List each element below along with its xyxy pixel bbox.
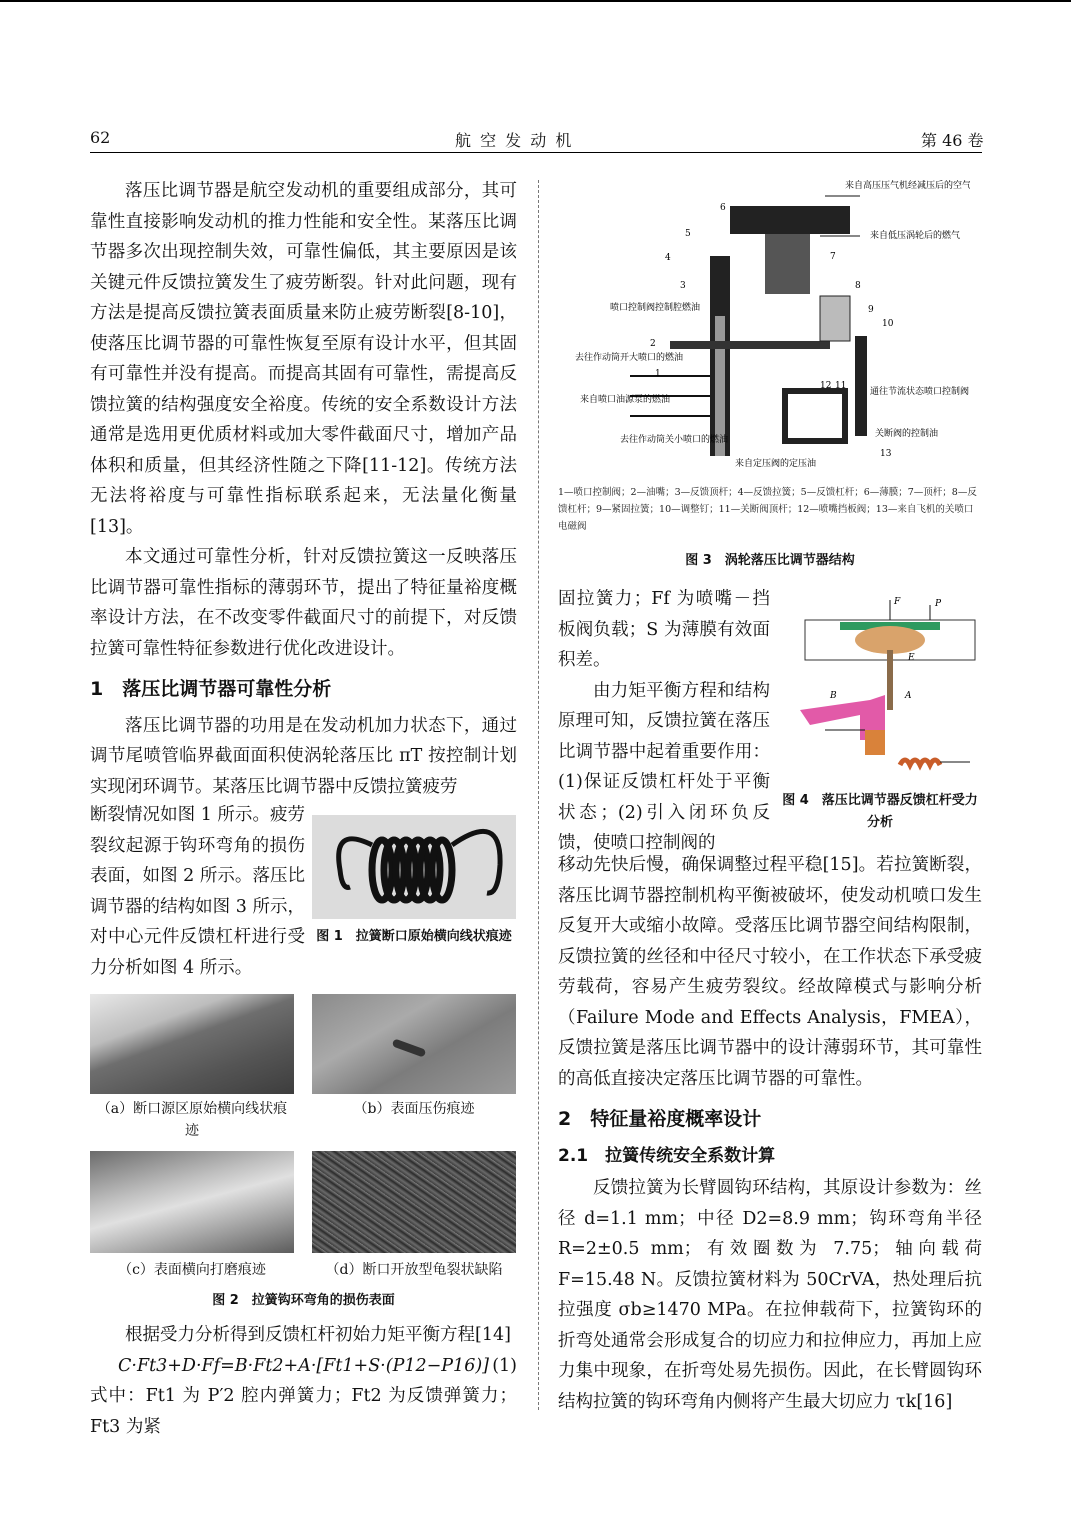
fig3-legend: 1—喷口控制阀；2—油嘴；3—反馈顶杆；4—反馈拉簧；5—反馈杠杆；6—薄膜；7—顶杆；8—反馈杠杆；9—紧固拉簧；10—调整钉；11—关断阀顶杆；12—喷嘴挡板阀；13—来自飞机的关喷口电磁阀 [558,487,977,532]
svg-text:B: B [830,691,837,701]
intro-paragraph-1: 落压比调节器是航空发动机的重要组成部分，其可靠性直接影响发动机的推力性能和安全性。某落压比调节器多次出现控制失效，可靠性偏低，其主要原因是该关键元件反馈拉簧发生了疲劳断裂。针对此问题，现有方法是提高反馈拉簧表面质量来防止疲劳断裂[8-10]，使落压比调节器的可靠性恢复至原有设计水平，但其固有可靠性并没有提高。而提高其固有可靠性，需提高反馈拉簧的结构强度安全裕度。传统的安全系数设计方法通常是选用更优质材料或加大零件截面尺寸，增加产品体积和质量，但其经济性随之下降[11-12]。传统方法无法将裕度与可靠性指标联系起来，无法量化衡量[13]。 [90,181,517,537]
fig3-label-to-open: 去往作动筒开大喷口的燃油 [575,353,684,363]
top-border [0,0,1071,2]
fig3-label-from-pump: 来自喷口油源泵的燃油 [580,395,671,405]
fig2a-subcaption: （a）断口源区原始横向线状痕迹 [96,1101,288,1139]
svg-text:E: E [908,653,915,663]
svg-text:A: A [905,691,912,701]
header-rule [90,152,982,153]
equation-block [90,1320,517,1442]
svg-text:5: 5 [685,229,691,239]
fig1-spring-photo [312,815,516,919]
svg-text:12: 12 [820,381,832,391]
fig3-label-shutoff: 关断阀的控制油 [875,429,939,439]
page-number: 62 [90,128,111,147]
fig2d-subcaption: （d）断口开放型龟裂状缺陷 [325,1262,503,1278]
fig4-diagram [790,590,980,780]
equation-1-number: (1) [492,1355,517,1376]
fig2-caption: 图 2 拉簧钩环弯角的损伤表面 [212,1293,395,1308]
svg-text:2: 2 [650,339,656,349]
section-1-paragraph-wrap: 断裂情况如图 1 所示。疲劳裂纹起源于钩环弯角的损伤表面，如图 2 所示。落压比调节器的结构如图 3 所示，对中心元件反馈杠杆进行受力分析如图 4 所示。 [90,805,305,978]
equation-1-text: C·Ft3+D·Ff=B·Ft2+A·[Ft1+S·(P12−P16)] [118,1355,489,1376]
svg-text:4: 4 [665,253,671,263]
fig3-label-air: 来自高压压气机经减压后的空气 [845,181,970,191]
section-1-paragraph: 落压比调节器的功用是在发动机加力状态下，通过调节尾喷管临界截面面积使涡轮落压比 πT 按控制计划实现闭环调节。某落压比调节器中反馈拉簧疲劳 [90,715,517,797]
section-2-1-title: 2.1 拉簧传统安全系数计算 [558,1145,776,1166]
equation-intro: 根据受力分析得到反馈杠杆初始力矩平衡方程[14] [125,1325,511,1345]
svg-text:3: 3 [680,281,686,291]
svg-text:F: F [894,597,901,607]
svg-text:10: 10 [882,319,894,329]
fig3-label-nozzle-valve: 喷口控制阀控制腔燃油 [610,303,701,313]
svg-text:8: 8 [855,281,861,291]
paragraph-fixed-spring: 固拉簧力；Ff 为喷嘴－挡板阀负载；S 为薄膜有效面积差。 [558,589,770,670]
volume-label: 第 46 卷 [921,131,984,150]
fig4-caption: 图 4 落压比调节器反馈杠杆受力分析 [782,793,978,830]
intro-paragraph-2: 本文通过可靠性分析，针对反馈拉簧这一反映落压比调节器可靠性指标的薄弱环节，提出了特征量裕度概率设计方法，在不改变零件截面尺寸的前提下，对反馈拉簧可靠性特征参数进行优化改进设计。 [90,547,517,659]
svg-text:1: 1 [655,369,661,379]
right-wrap-text [558,584,770,859]
column-divider [538,180,539,1410]
svg-text:9: 9 [868,305,874,315]
fig3-caption: 图 3 涡轮落压比调节器结构 [685,553,855,568]
section-2-1-paragraph: 反馈拉簧为长臂圆钩环结构，其原设计参数为：丝径 d=1.1 mm；中径 D2=8.9 mm；钩环弯角半径 R=2±0.5 mm；有效圈数为 7.75；轴向载荷 F=15.48 N。反馈拉簧材料为 50CrVA，热处理后抗拉强度 σb≥1470 MPa。在拉伸载荷下，拉簧钩环的折弯处通常会形成复合的切应力和拉伸应力，再加上应力集中现象，在折弯处易先损伤。因此，在长臂圆钩环结构拉簧的钩环弯角内侧将产生最大切应力 τk[16] [558,1178,982,1412]
fig2c-photo [90,1151,294,1253]
svg-text:6: 6 [720,203,726,213]
fig3-label-const-p: 来自定压阀的定压油 [735,459,817,469]
svg-text:11: 11 [835,381,847,391]
fig2d-photo [312,1151,516,1253]
equation-where: 式中：Ft1 为 P′2 腔内弹簧力；Ft2 为反馈弹簧力；Ft3 为紧 [90,1386,517,1437]
paragraph-torque: 由力矩平衡方程和结构原理可知，反馈拉簧在落压比调节器中起着重要作用：(1)保证反馈杠杆处于平衡状态；(2)引入闭环负反馈，使喷口控制阀的 [558,680,770,853]
right-column-lower [558,850,982,1417]
fig3-label-to-close: 去往作动筒关小喷口的燃油 [620,435,729,445]
svg-text:13: 13 [880,449,892,459]
left-column [90,176,517,802]
fig1-caption: 图 1 拉簧断口原始横向线状痕迹 [316,929,512,944]
svg-text:7: 7 [830,252,836,262]
fig2a-photo [90,994,294,1094]
fig2c-subcaption: （c）表面横向打磨痕迹 [118,1262,266,1278]
section-1-title: 1 落压比调节器可靠性分析 [90,678,332,700]
paragraph-torque-cont: 移动先快后慢，确保调整过程平稳[15]。若拉簧断裂，落压比调节器控制机构平衡被破坏，使发动机喷口发生反复开大或缩小故障。受落压比调节器空间结构限制，反馈拉簧的丝径和中径尺寸较小，在工作状态下承受疲劳载荷，容易产生疲劳裂纹。经故障模式与影响分析（Failure Mode and Effects Analysis，FMEA），反馈拉簧是落压比调节器中的设计薄弱环节，其可靠性的高低直接决定落压比调节器的可靠性。 [558,855,982,1089]
section-2-title: 2 特征量裕度概率设计 [558,1108,762,1130]
fig3-label-gas: 来自低压涡轮后的燃气 [870,231,961,241]
fig2b-photo [312,994,516,1094]
fig3-diagram [570,176,970,476]
svg-text:P: P [935,599,942,609]
fig2b-subcaption: （b）表面压伤痕迹 [353,1101,475,1117]
journal-name: 航 空 发 动 机 [455,131,574,150]
fig3-label-throttle: 通往节流状态喷口控制阀 [870,387,970,397]
equation-1 [90,1351,517,1382]
